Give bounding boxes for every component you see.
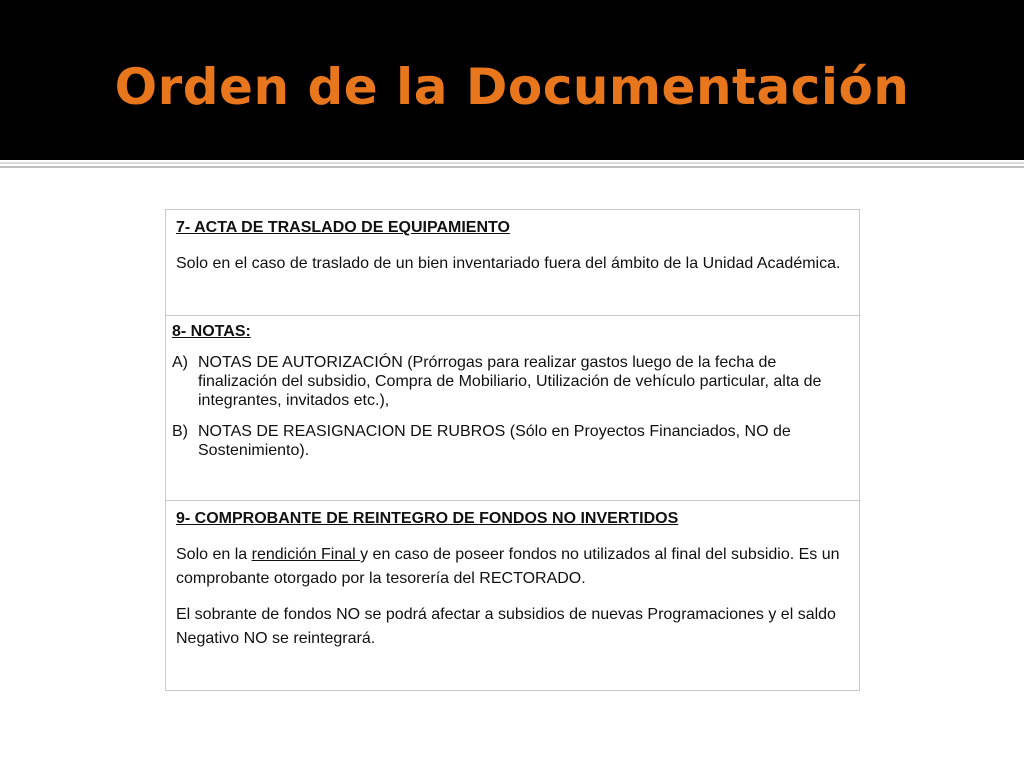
section-7-heading: 7- ACTA DE TRASLADO DE EQUIPAMIENTO [176,219,510,236]
section-9-body-end: y en caso de poseer fondos no utilizados al final del subsidio. Es un comprobante otorgado por la tesorería del RECTORADO. [176,546,840,587]
list-item [172,422,853,460]
section-9-heading: 9- COMPROBANTE DE REINTEGRO DE FONDOS NO INVERTIDOS [176,510,679,527]
section-8-box [165,315,860,501]
section-9-body [176,543,849,591]
section-7-body: Solo en el caso de traslado de un bien inventariado fuera del ámbito de la Unidad Académica. [176,255,841,272]
list-item-letter: A) [172,354,188,371]
section-7-box [165,209,860,316]
header-divider-secondary [0,166,1024,168]
slide-title: Orden de la Documentación [114,58,910,116]
section-9-body-underlined: rendición Final [251,546,361,563]
section-9-body-2: El sobrante de fondos NO se podrá afectar a subsidios de nuevas Programaciones y el saldo Negativo NO se reintegrará. [176,606,836,647]
list-item-text: NOTAS DE REASIGNACION DE RUBROS (Sólo en Proyectos Financiados, NO de Sostenimiento). [198,423,791,459]
header-divider [0,162,1024,164]
section-9-box [165,500,860,691]
list-item [172,353,853,410]
list-item-text: NOTAS DE AUTORIZACIÓN (Prórrogas para realizar gastos luego de la fecha de finalización del subsidio, Compra de Mobiliario, Utilización de vehículo particular, alta de integrantes, invitados etc.), [198,354,822,409]
list-item-letter: B) [172,423,188,440]
section-8-heading: 8- NOTAS: [172,323,251,340]
section-9-body-start: Solo en la [176,546,252,563]
